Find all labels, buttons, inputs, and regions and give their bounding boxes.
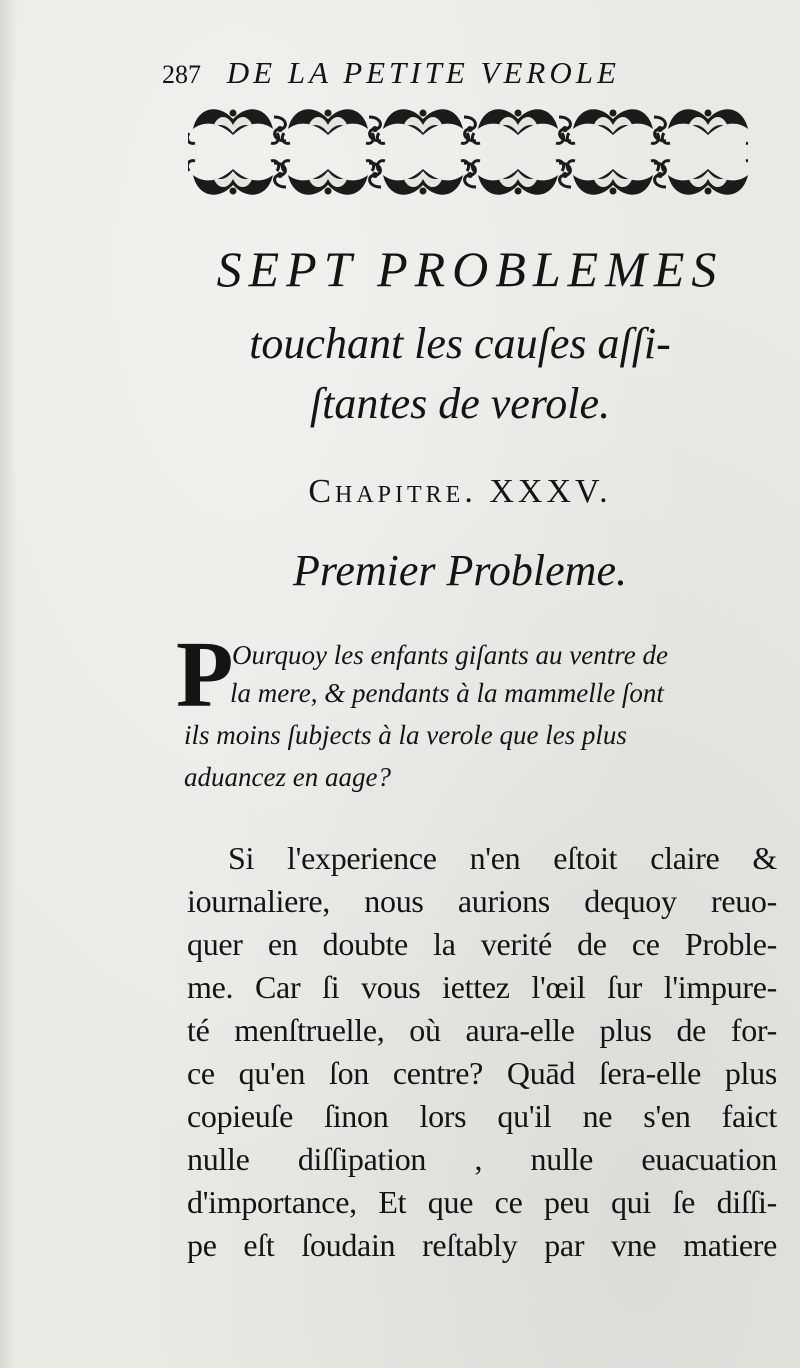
question-line: aduancez en aage? [184, 762, 391, 792]
body-line: Si l'experience n'en eſtoit claire & [228, 840, 777, 876]
chapter-heading: Chapitre. XXXV. [308, 473, 612, 510]
question-line: ils moins ſubjects à la verole que les plus [184, 720, 627, 750]
body-line: copieuſe ſinon lors qu'il ne s'en faict [187, 1098, 777, 1134]
running-title: DE LA PETITE VEROLE [226, 55, 620, 90]
chapter-title-line-3: ſtantes de verole. [309, 379, 611, 428]
body-line: quer en doubte la verité de ce Proble- [187, 926, 777, 962]
body-line: iournaliere, nous aurions dequoy reuo- [187, 883, 777, 919]
binding-edge [0, 0, 14, 1368]
question-line: Ourquoy les enfants giſants au ventre de [232, 640, 668, 670]
body-line: me. Car ſi vous iettez l'œil ſur l'impure- [187, 969, 777, 1005]
drop-cap: P [176, 623, 234, 727]
body-line: d'importance, Et que ce peu qui ſe diſſi- [187, 1184, 777, 1220]
problem-heading: Premier Probleme. [293, 546, 627, 595]
body-line: ce qu'en ſon centre? Quād ſera-elle plus [187, 1055, 777, 1091]
question-line: la mere, & pendants à la mammelle ſont [230, 678, 664, 708]
body-line: nulle diſſipation , nulle euacuation [187, 1141, 777, 1177]
body-line: pe eſt ſoudain reſtably par vne matiere [187, 1227, 777, 1263]
running-header [162, 55, 742, 95]
page-number: 287 [162, 60, 201, 89]
chapter-title-line-2: touchant les cauſes aſſi- [249, 319, 671, 368]
chapter-title-line-1: SEPT PROBLEMES [216, 241, 724, 297]
body-line: té menſtruelle, où aura-elle plus de for- [187, 1012, 777, 1048]
floral-ornament-icon [188, 97, 748, 205]
